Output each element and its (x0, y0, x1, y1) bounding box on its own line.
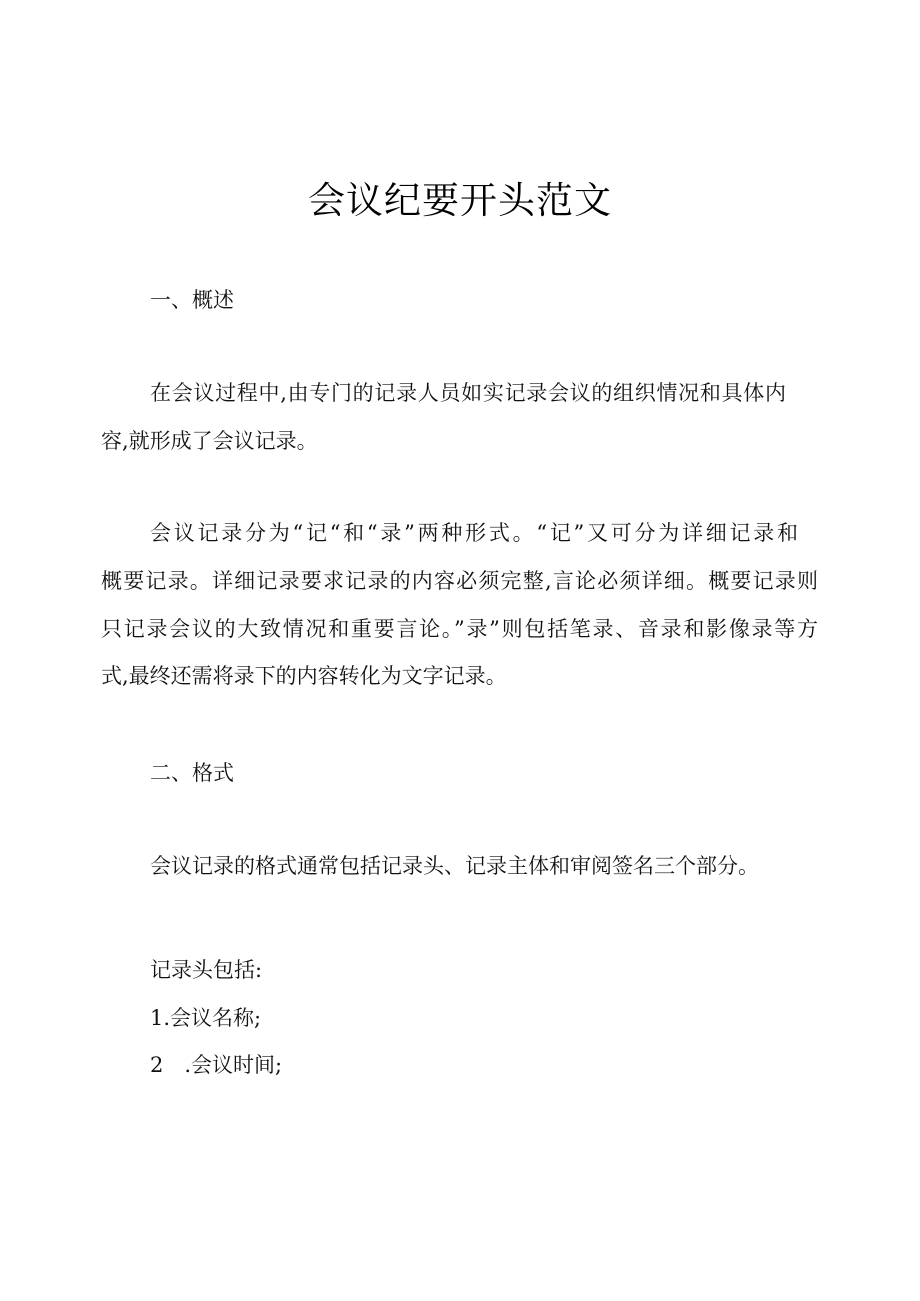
paragraph-line: 概要记录。详细记录要求记录的内容必须完整,言论必须详细。概要记录则 (101, 569, 818, 593)
paragraph-line: 会议记录分为“记“和“录”两种形式。“记”又可分为详细记录和 (150, 521, 798, 545)
list-item: 1.会议名称; (150, 1006, 262, 1030)
document-title: 会议纪要开头范文 (308, 179, 612, 222)
section-heading-overview: 一、概述 (150, 288, 234, 312)
paragraph-line: 在会议过程中,由专门的记录人员如实记录会议的组织情况和具体内 (150, 381, 786, 405)
paragraph-line: 式,最终还需将录下的内容转化为文字记录。 (101, 664, 507, 688)
paragraph-line: 会议记录的格式通常包括记录头、记录主体和审阅签名三个部分。 (150, 854, 759, 878)
paragraph-line: 容,就形成了会议记录。 (101, 429, 318, 453)
section-heading-format: 二、格式 (150, 761, 234, 785)
list-item: 2 .会议时间; (150, 1053, 283, 1077)
paragraph-line: 只记录会议的大致情况和重要言论。”录”则包括笔录、音录和影像录等方 (101, 617, 818, 641)
list-intro: 记录头包括: (150, 958, 263, 982)
